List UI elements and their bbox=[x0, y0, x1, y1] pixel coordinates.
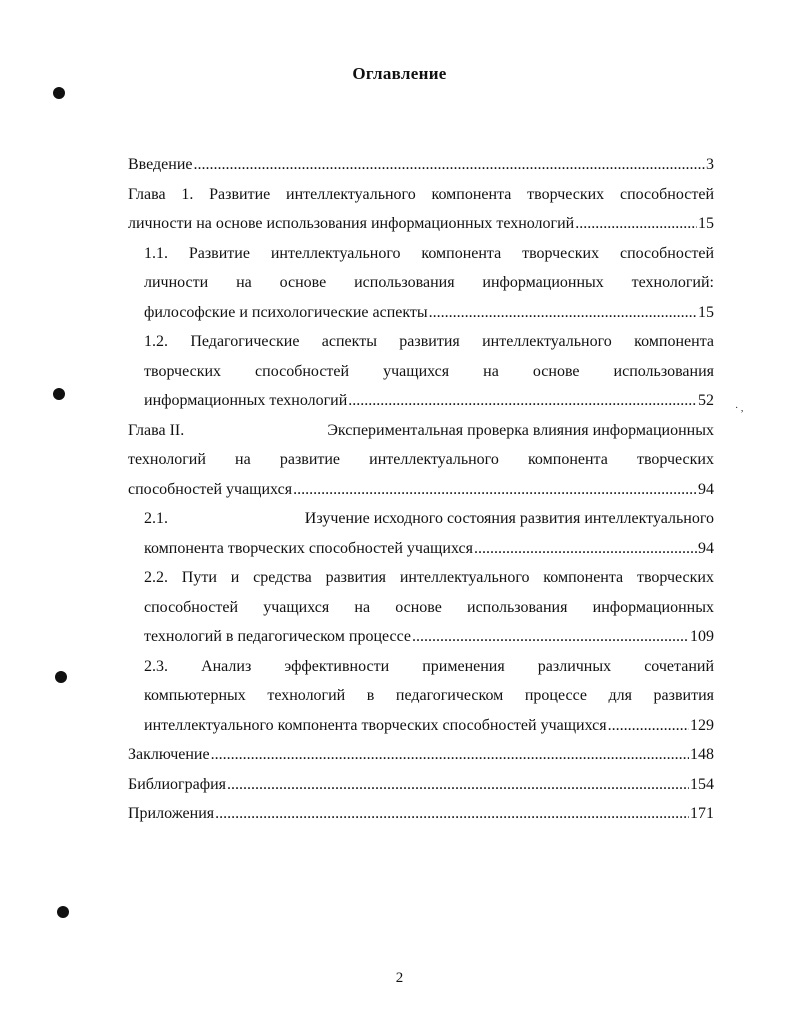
toc-page-number: 3 bbox=[706, 156, 714, 173]
toc-entry-text: 2.3. Анализ эффективности применения различных сочетаний bbox=[144, 657, 714, 675]
table-of-contents bbox=[128, 150, 714, 829]
toc-page-number: 94 bbox=[698, 480, 714, 498]
toc-entry-text: Изучение исходного состояния развития интеллектуального bbox=[304, 510, 714, 527]
binder-hole bbox=[53, 87, 65, 99]
toc-entry-section-2-1[interactable] bbox=[144, 504, 714, 563]
toc-page-number: 154 bbox=[690, 775, 714, 793]
toc-entry-section-2-3[interactable] bbox=[144, 652, 714, 741]
toc-entry-text: способностей учащихся bbox=[128, 480, 293, 498]
toc-entry-line bbox=[144, 504, 714, 534]
toc-entry-text: 2.2. Пути и средства развития интеллектуального компонента творческих bbox=[144, 569, 714, 586]
toc-page-number: 109 bbox=[690, 628, 714, 645]
toc-entry-label: Введение bbox=[128, 156, 193, 173]
toc-entry-text: компьютерных технологий в педагогическом процессе для развития bbox=[144, 687, 714, 704]
toc-page-number: 52 bbox=[698, 392, 714, 409]
toc-page-number: 15 bbox=[698, 215, 714, 232]
toc-page-number: 94 bbox=[698, 539, 714, 557]
toc-entry-text: Глава 1. Развитие интеллектуального компонента творческих способностей bbox=[128, 185, 714, 203]
binder-hole bbox=[55, 671, 67, 683]
toc-entry-section-1-2[interactable] bbox=[144, 327, 714, 416]
toc-entry-text: технологий на развитие интеллектуального компонента творческих bbox=[128, 451, 714, 468]
toc-entry-section-1-1[interactable] bbox=[144, 239, 714, 328]
toc-entry-label: Заключение bbox=[128, 746, 210, 763]
toc-entry-text: Экспериментальная проверка влияния информационных bbox=[327, 421, 714, 439]
dot-leader bbox=[227, 770, 689, 800]
dot-leader bbox=[348, 386, 697, 416]
binder-hole bbox=[57, 906, 69, 918]
toc-entry-text: информационных технологий bbox=[144, 392, 348, 409]
toc-entry-text: интеллектуального компонента творческих способностей учащихся bbox=[144, 716, 607, 734]
toc-page-number: 148 bbox=[690, 746, 714, 763]
toc-entry-bibliography[interactable] bbox=[128, 770, 714, 800]
toc-entry-label: Приложения bbox=[128, 805, 215, 822]
dot-leader bbox=[293, 475, 697, 505]
toc-entry-text: технологий в педагогическом процессе bbox=[144, 628, 411, 645]
toc-entry-chapter-2[interactable] bbox=[128, 416, 714, 505]
dot-leader bbox=[575, 209, 697, 239]
toc-entry-text: философские и психологические аспекты bbox=[144, 303, 428, 321]
toc-entry-section-2-2[interactable] bbox=[144, 563, 714, 652]
scan-speck: · , bbox=[735, 403, 744, 414]
page-title: Оглавление bbox=[352, 64, 447, 83]
toc-entry-text: компонента творческих способностей учащихся bbox=[144, 539, 473, 557]
toc-entry-label: Глава II. bbox=[128, 421, 185, 439]
toc-entry-intro[interactable] bbox=[128, 150, 714, 180]
toc-entry-text: 1.1. Развитие интеллектуального компонента творческих способностей bbox=[144, 244, 714, 262]
toc-entry-chapter-1[interactable] bbox=[128, 180, 714, 239]
toc-entry-line bbox=[128, 416, 714, 446]
dot-leader bbox=[608, 711, 689, 741]
dot-leader bbox=[412, 622, 689, 652]
toc-page-number: 129 bbox=[690, 716, 714, 734]
toc-entry-text: способностей учащихся на основе использования информационных bbox=[144, 598, 714, 616]
binder-hole bbox=[53, 388, 65, 400]
toc-entry-text: творческих способностей учащихся на основе использования bbox=[144, 362, 714, 380]
dot-leader bbox=[474, 534, 697, 564]
dot-leader bbox=[215, 799, 689, 829]
dot-leader bbox=[429, 298, 697, 328]
toc-entry-conclusion[interactable] bbox=[128, 740, 714, 770]
toc-page-number: 171 bbox=[690, 805, 714, 822]
toc-entry-text: 1.2. Педагогические аспекты развития интеллектуального компонента bbox=[144, 333, 714, 350]
dot-leader bbox=[194, 150, 706, 180]
page-number: 2 bbox=[395, 970, 404, 986]
toc-entry-text: личности на основе использования информационных технологий bbox=[128, 215, 575, 232]
toc-entry-label: 2.1. bbox=[144, 510, 168, 527]
dot-leader bbox=[211, 740, 689, 770]
toc-entry-label: Библиография bbox=[128, 775, 226, 793]
toc-entry-appendices[interactable] bbox=[128, 799, 714, 829]
toc-page-number: 15 bbox=[698, 303, 714, 321]
toc-entry-text: личности на основе использования информационных технологий: bbox=[144, 274, 714, 291]
